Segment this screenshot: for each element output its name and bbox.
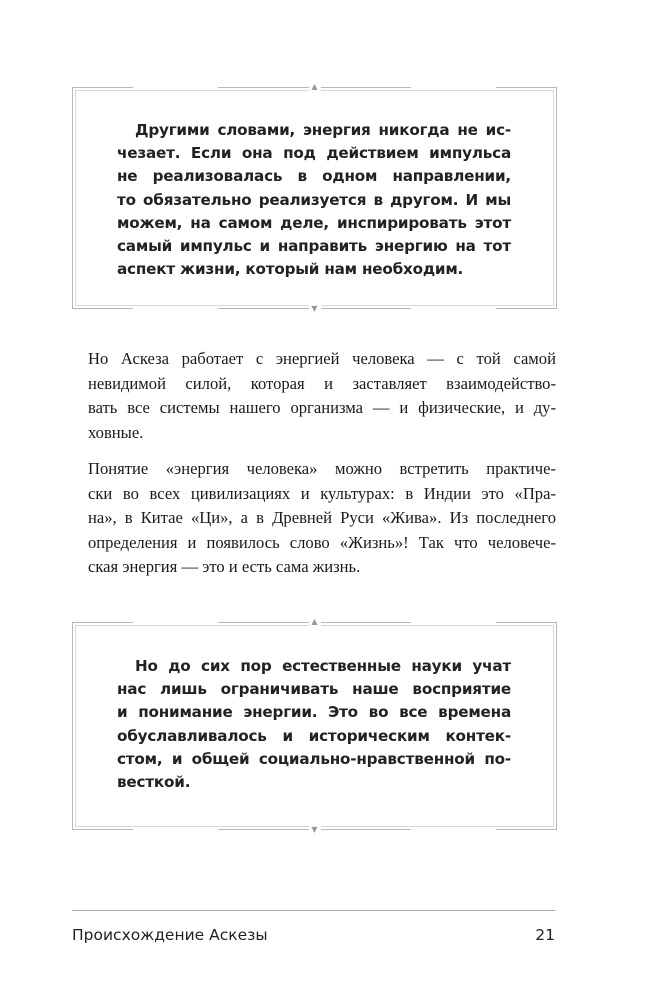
triangle-down-ornament-icon: ▼ [309,825,321,835]
text-line: обуславливалось и историческим контек- [117,726,511,745]
text-line: ская энергия — это и есть сама жизнь. [88,557,361,577]
text-line: Но до сих пор естественные науки учат [135,657,511,675]
quote-box-2 [72,617,557,834]
triangle-up-ornament-icon: ▲ [309,617,321,627]
triangle-up-ornament-icon: ▲ [309,82,321,92]
text-line: вать все системы нашего организма — и физические, и ду- [88,398,556,418]
text-line: определения и появилось слово «Жизнь»! Так что человече- [88,532,556,552]
text-line: нас лишь ограничивать наше восприятие [117,680,511,699]
text-line: весткой. [117,772,191,791]
footer-divider [72,910,555,911]
paragraph-2 [88,457,556,580]
quote-box-1 [72,82,557,313]
text-line: и понимание энергии. Это во все времена [117,703,511,722]
text-line: можем, на самом деле, инспирировать этот [117,213,511,232]
text-line: ски во всех цивилизациях и культурах: в Индии это «Пра- [88,483,556,503]
paragraph-1 [88,347,556,445]
text-line: не реализовалась в одном направлении, [117,167,511,186]
chapter-title: Происхождение Аскезы [72,926,268,944]
triangle-down-ornament-icon: ▼ [309,304,321,314]
quote-text [117,119,511,281]
text-line: самый импульс и направить энергию на тот [117,236,511,255]
text-line: ховные. [88,422,144,442]
quote-text [117,655,511,794]
page-footer [72,926,555,944]
text-line: то обязательно реализуется в другом. И мы [117,190,511,209]
text-line: Понятие «энергия человека» можно встретить практиче- [88,459,556,478]
page-number: 21 [535,926,555,944]
text-line: Но Аскеза работает с энергией человека — с той самой [88,349,556,368]
text-line: чезает. Если она под действием импульса [117,144,511,163]
text-line: стом, и общей социально-нравственной по- [117,749,511,768]
text-line: Другими словами, энергия никогда не ис- [135,121,511,139]
text-line: невидимой силой, которая и заставляет взаимодейство- [88,373,556,393]
text-line: аспект жизни, который нам необходим. [117,260,464,279]
text-line: на», в Китае «Ци», а в Древней Руси «Жива». Из последнего [88,508,556,528]
